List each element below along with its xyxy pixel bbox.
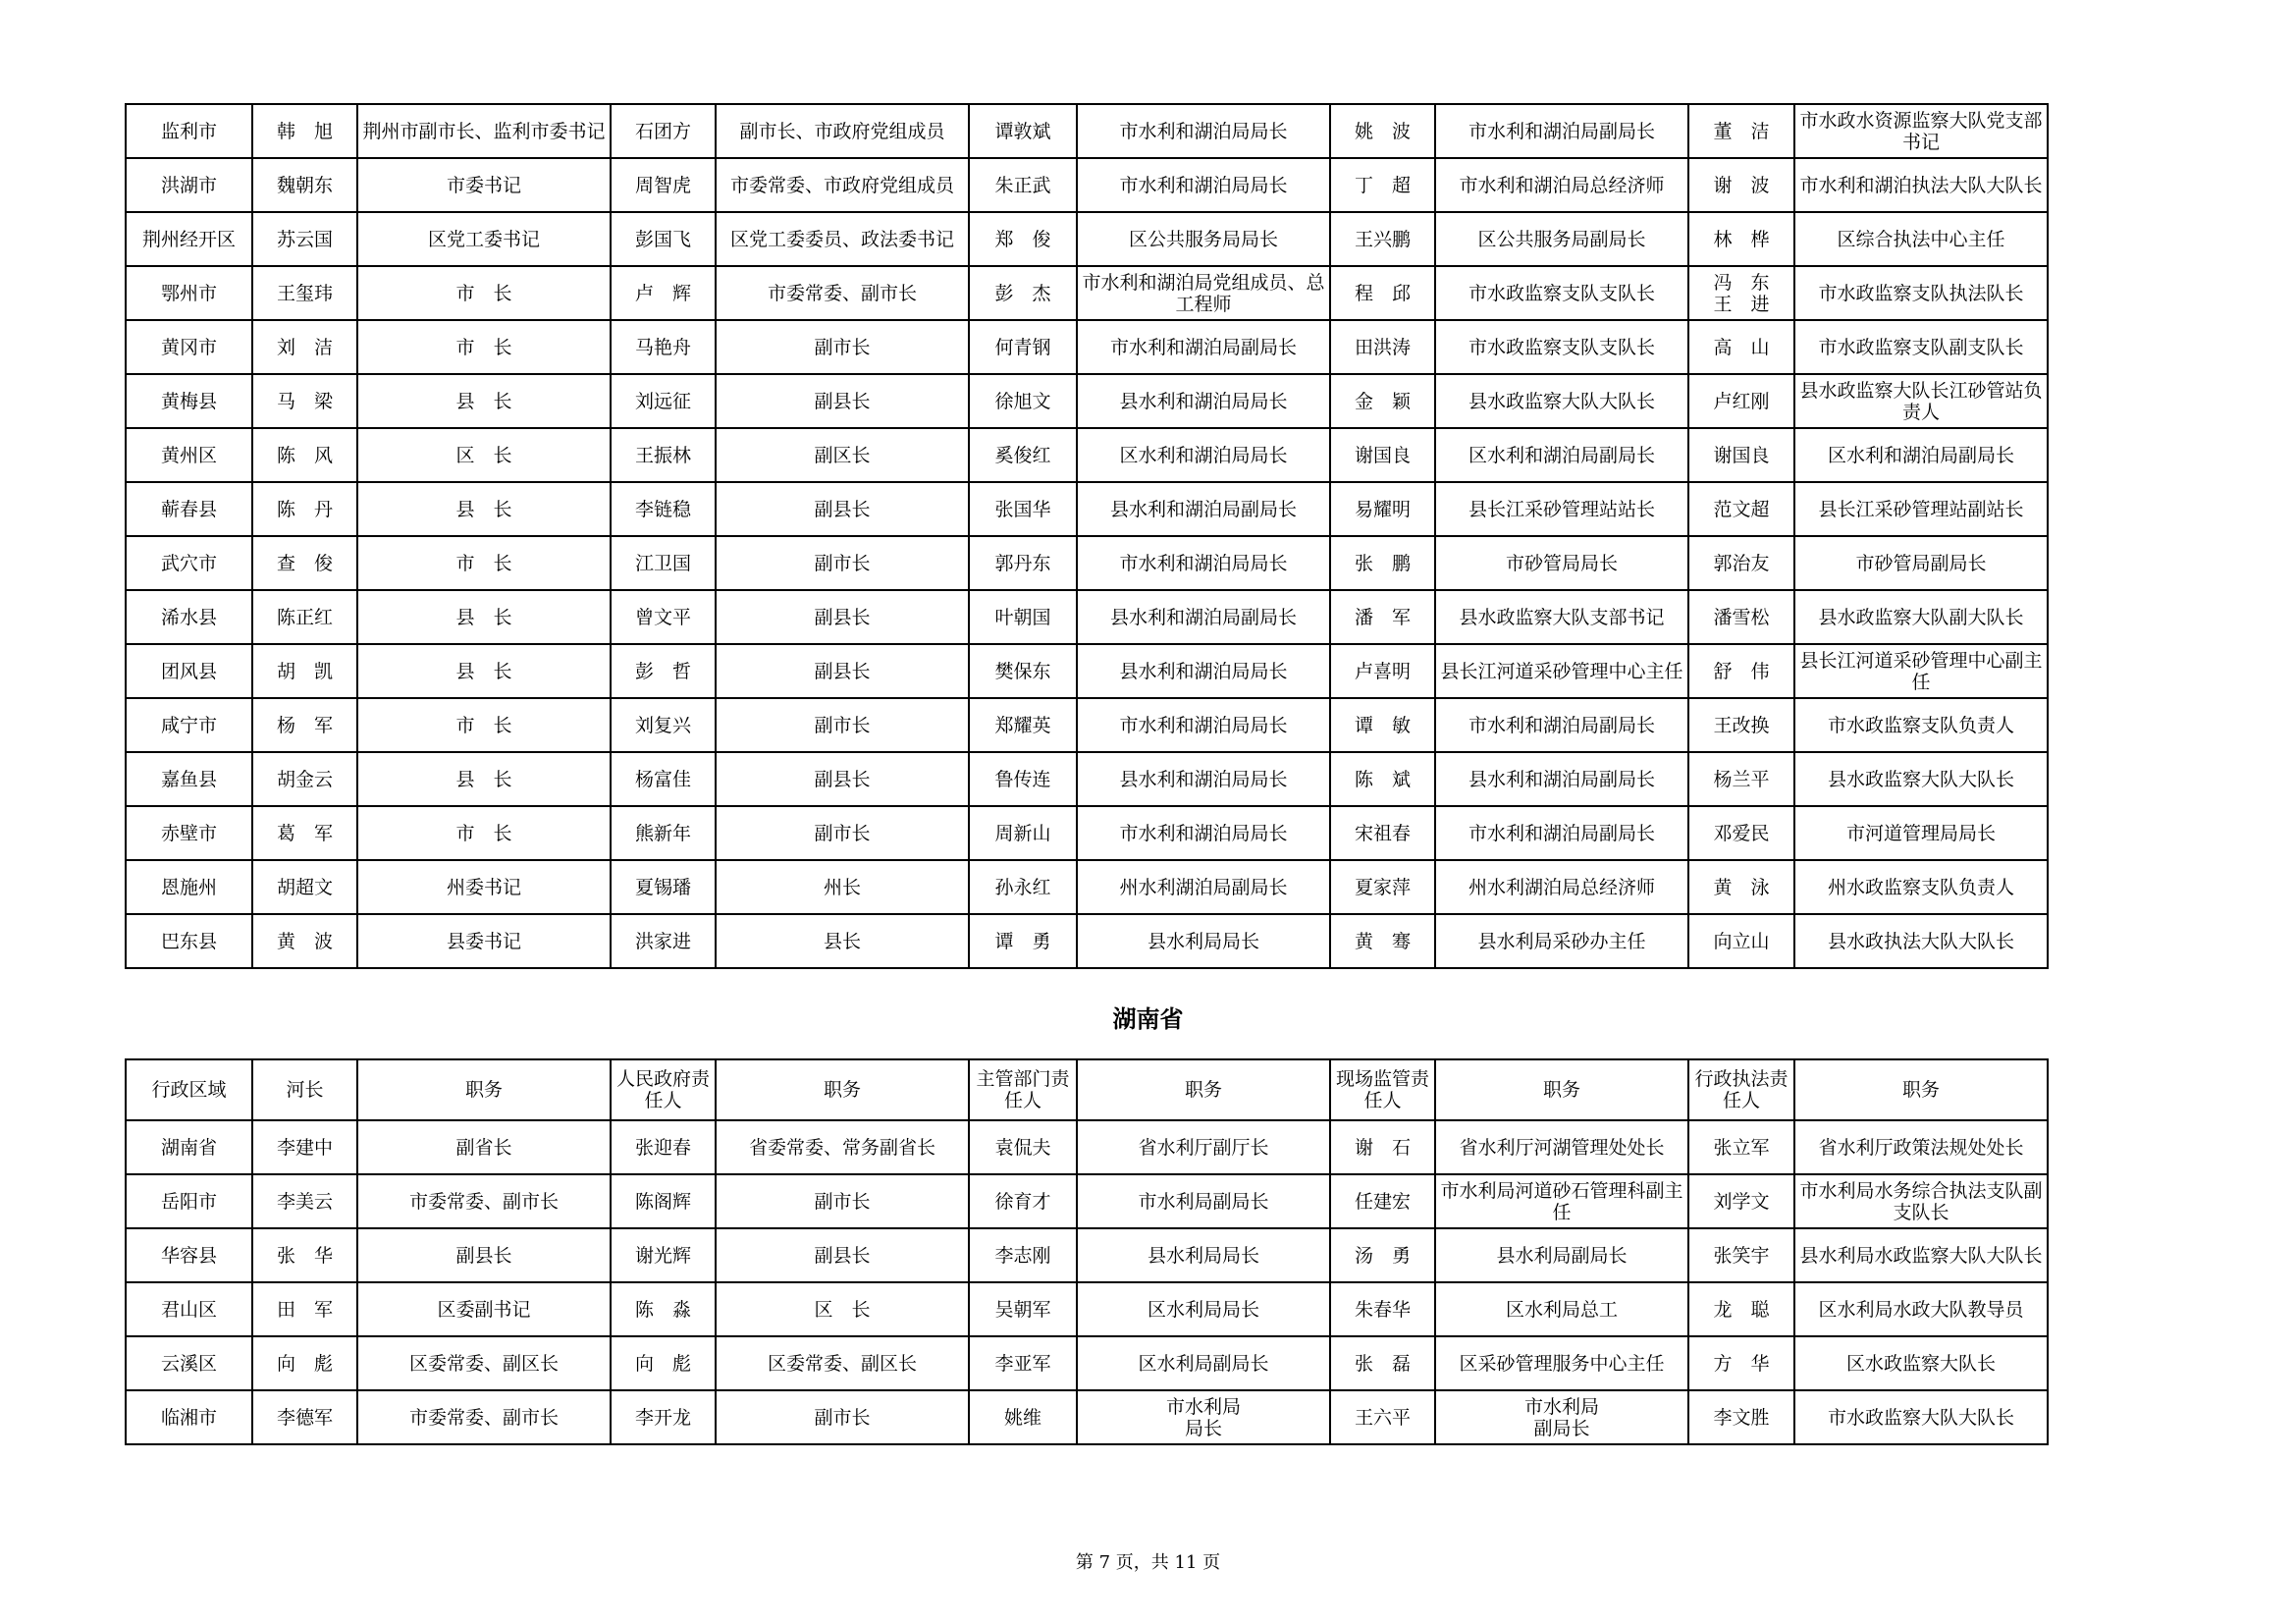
table-row [126, 806, 2048, 860]
table-cell: 省委常委、常务副省长 [716, 1120, 969, 1174]
table-cell: 市委常委、市政府党组成员 [716, 158, 969, 212]
table-cell: 樊保东 [969, 644, 1077, 698]
table-cell: 市水政监察支队支队长 [1435, 266, 1688, 320]
table-cell: 黄 骞 [1330, 914, 1435, 968]
table-cell: 朱春华 [1330, 1282, 1435, 1336]
table-cell: 姚 波 [1330, 104, 1435, 158]
table-cell: 省水利厅河湖管理处处长 [1435, 1120, 1688, 1174]
river-chief-table-hunan [125, 1058, 2049, 1445]
table-cell: 向 彪 [611, 1336, 716, 1390]
table-cell: 刘远征 [611, 374, 716, 428]
table-cell: 市 长 [357, 320, 611, 374]
table-cell: 龙 聪 [1688, 1282, 1794, 1336]
table-cell: 云溪区 [126, 1336, 252, 1390]
table-cell: 朱正武 [969, 158, 1077, 212]
table-cell: 武穴市 [126, 536, 252, 590]
table-cell: 县水利局水政监察大队大队长 [1794, 1228, 2048, 1282]
table-cell: 谢国良 [1330, 428, 1435, 482]
table-cell: 袁侃夫 [969, 1120, 1077, 1174]
table-cell: 副县长 [716, 482, 969, 536]
table-cell: 区党工委委员、政法委书记 [716, 212, 969, 266]
table-cell: 杨兰平 [1688, 752, 1794, 806]
table-cell: 县长江河道采砂管理中心主任 [1435, 644, 1688, 698]
table-row [126, 482, 2048, 536]
table-cell: 彭 哲 [611, 644, 716, 698]
table-cell: 鄂州市 [126, 266, 252, 320]
table-cell: 市水利和湖泊局局长 [1077, 536, 1330, 590]
table-cell: 县长江采砂管理站副站长 [1794, 482, 2048, 536]
table-cell: 市水利和湖泊局副局长 [1435, 698, 1688, 752]
table-cell: 市水利和湖泊局副局长 [1077, 320, 1330, 374]
table-cell: 林 桦 [1688, 212, 1794, 266]
table-cell: 徐育才 [969, 1174, 1077, 1228]
table-cell: 陈 丹 [252, 482, 357, 536]
table-cell: 县水利和湖泊局局长 [1077, 752, 1330, 806]
table-cell: 区采砂管理服务中心主任 [1435, 1336, 1688, 1390]
table-cell: 王六平 [1330, 1390, 1435, 1444]
table-cell: 监利市 [126, 104, 252, 158]
table-body [126, 104, 2048, 968]
table-cell: 区水利局水政大队教导员 [1794, 1282, 2048, 1336]
table-cell: 王振林 [611, 428, 716, 482]
table-cell: 魏朝东 [252, 158, 357, 212]
table-cell: 县水利和湖泊局局长 [1077, 374, 1330, 428]
table-cell: 黄州区 [126, 428, 252, 482]
table-cell: 李亚军 [969, 1336, 1077, 1390]
table-cell: 县水利和湖泊局副局长 [1077, 482, 1330, 536]
table-cell: 县水利和湖泊局局长 [1077, 644, 1330, 698]
table-cell: 王玺玮 [252, 266, 357, 320]
table-cell: 张国华 [969, 482, 1077, 536]
table-cell: 州委书记 [357, 860, 611, 914]
table-row [126, 104, 2048, 158]
table-cell: 区水利和湖泊局副局长 [1435, 428, 1688, 482]
table-cell: 夏家萍 [1330, 860, 1435, 914]
table-cell: 金 颖 [1330, 374, 1435, 428]
table-cell: 市水利局河道砂石管理科副主任 [1435, 1174, 1688, 1228]
table-cell: 副区长 [716, 428, 969, 482]
table-body [126, 1120, 2048, 1444]
table-cell: 副省长 [357, 1120, 611, 1174]
table-cell: 区委常委、副区长 [357, 1336, 611, 1390]
table-cell: 查 俊 [252, 536, 357, 590]
table-row [126, 644, 2048, 698]
table-cell: 市水利和湖泊局党组成员、总工程师 [1077, 266, 1330, 320]
table-row [126, 1336, 2048, 1390]
table-cell: 高 山 [1688, 320, 1794, 374]
table-cell: 副市长 [716, 1174, 969, 1228]
table-cell: 谢 波 [1688, 158, 1794, 212]
table-cell: 县水利局局长 [1077, 1228, 1330, 1282]
table-cell: 舒 伟 [1688, 644, 1794, 698]
table-cell: 州水利湖泊局总经济师 [1435, 860, 1688, 914]
table-cell: 市水政监察支队执法队长 [1794, 266, 2048, 320]
table-cell: 石团方 [611, 104, 716, 158]
table-row [126, 914, 2048, 968]
table-cell: 杨富佳 [611, 752, 716, 806]
table-cell: 市砂管局副局长 [1794, 536, 2048, 590]
table-cell: 市水利局 副局长 [1435, 1390, 1688, 1444]
table-cell: 洪家进 [611, 914, 716, 968]
table-cell: 副县长 [716, 590, 969, 644]
table-cell: 恩施州 [126, 860, 252, 914]
table-cell: 市水利局副局长 [1077, 1174, 1330, 1228]
table-cell: 彭国飞 [611, 212, 716, 266]
table-cell: 州长 [716, 860, 969, 914]
table-cell: 周新山 [969, 806, 1077, 860]
table-cell: 县委书记 [357, 914, 611, 968]
table-cell: 区综合执法中心主任 [1794, 212, 2048, 266]
table-cell: 王改换 [1688, 698, 1794, 752]
table-cell: 李链稳 [611, 482, 716, 536]
table-cell: 县 长 [357, 482, 611, 536]
table-cell: 县 长 [357, 590, 611, 644]
table-cell: 巴东县 [126, 914, 252, 968]
table-cell: 副县长 [357, 1228, 611, 1282]
table-cell: 刘学文 [1688, 1174, 1794, 1228]
table-cell: 卢红刚 [1688, 374, 1794, 428]
table-cell: 田 军 [252, 1282, 357, 1336]
table-cell: 李德军 [252, 1390, 357, 1444]
table-cell: 县长江河道采砂管理中心副主任 [1794, 644, 2048, 698]
table-cell: 市水政监察支队支队长 [1435, 320, 1688, 374]
table-cell: 县水政监察大队支部书记 [1435, 590, 1688, 644]
table-cell: 副县长 [716, 374, 969, 428]
table-cell: 副县长 [716, 644, 969, 698]
table-row [126, 536, 2048, 590]
table-cell: 黄 泳 [1688, 860, 1794, 914]
table-cell: 县水政监察大队大队长 [1435, 374, 1688, 428]
table-cell: 市河道管理局局长 [1794, 806, 2048, 860]
table-cell: 陈 风 [252, 428, 357, 482]
table-cell: 刘复兴 [611, 698, 716, 752]
section-heading: 湖南省 [1112, 1005, 1184, 1033]
table-cell: 马艳舟 [611, 320, 716, 374]
table-cell: 区党工委书记 [357, 212, 611, 266]
table-row [126, 374, 2048, 428]
table-cell: 州水利湖泊局副局长 [1077, 860, 1330, 914]
table-cell: 李开龙 [611, 1390, 716, 1444]
table-cell: 县长 [716, 914, 969, 968]
table-cell: 区 长 [357, 428, 611, 482]
table-cell: 范文超 [1688, 482, 1794, 536]
table-cell: 丁 超 [1330, 158, 1435, 212]
table-cell: 咸宁市 [126, 698, 252, 752]
table-cell: 李建中 [252, 1120, 357, 1174]
table-cell: 赤壁市 [126, 806, 252, 860]
table-cell: 区水利和湖泊局局长 [1077, 428, 1330, 482]
table-cell: 市水利局水务综合执法支队副支队长 [1794, 1174, 2048, 1228]
table-cell: 市砂管局局长 [1435, 536, 1688, 590]
table-cell: 市水政监察支队负责人 [1794, 698, 2048, 752]
table-cell: 区水利和湖泊局副局长 [1794, 428, 2048, 482]
table-cell: 市水政水资源监察大队党支部书记 [1794, 104, 2048, 158]
table-cell: 任建宏 [1330, 1174, 1435, 1228]
table-cell: 县水利局副局长 [1435, 1228, 1688, 1282]
table-cell: 市水政监察大队大队长 [1794, 1390, 2048, 1444]
table-header-row [126, 1059, 2048, 1120]
table-row [126, 698, 2048, 752]
table-cell: 奚俊红 [969, 428, 1077, 482]
table-cell: 副县长 [716, 1228, 969, 1282]
table-cell: 冯 东 王 进 [1688, 266, 1794, 320]
table-cell: 姚维 [969, 1390, 1077, 1444]
table-cell: 市水利和湖泊局局长 [1077, 104, 1330, 158]
column-header: 职务 [1794, 1059, 2048, 1120]
table-cell: 卢喜明 [1330, 644, 1435, 698]
table-row [126, 1282, 2048, 1336]
table-cell: 谢光辉 [611, 1228, 716, 1282]
table-row [126, 212, 2048, 266]
table-cell: 马 梁 [252, 374, 357, 428]
table-cell: 潘雪松 [1688, 590, 1794, 644]
table-cell: 县水利局采砂办主任 [1435, 914, 1688, 968]
table-cell: 市委常委、副市长 [716, 266, 969, 320]
table-cell: 湖南省 [126, 1120, 252, 1174]
column-header: 职务 [357, 1059, 611, 1120]
table-cell: 县水政监察大队长江砂管站负责人 [1794, 374, 2048, 428]
table-cell: 州水政监察支队负责人 [1794, 860, 2048, 914]
table-cell: 区水利局局长 [1077, 1282, 1330, 1336]
table-cell: 李美云 [252, 1174, 357, 1228]
table-cell: 市 长 [357, 266, 611, 320]
table-cell: 副县长 [716, 752, 969, 806]
table-cell: 市水利和湖泊局总经济师 [1435, 158, 1688, 212]
table-cell: 宋祖春 [1330, 806, 1435, 860]
table-cell: 岳阳市 [126, 1174, 252, 1228]
table-cell: 张 磊 [1330, 1336, 1435, 1390]
table-cell: 市委书记 [357, 158, 611, 212]
table-cell: 县水利局局长 [1077, 914, 1330, 968]
table-row [126, 158, 2048, 212]
table-cell: 市 长 [357, 536, 611, 590]
table-cell: 县水政执法大队大队长 [1794, 914, 2048, 968]
table-cell: 谢 石 [1330, 1120, 1435, 1174]
table-cell: 县长江采砂管理站站长 [1435, 482, 1688, 536]
table-cell: 区水利局副局长 [1077, 1336, 1330, 1390]
table-cell: 洪湖市 [126, 158, 252, 212]
table-cell: 县水利和湖泊局副局长 [1435, 752, 1688, 806]
table-cell: 何青钢 [969, 320, 1077, 374]
table-cell: 市 长 [357, 806, 611, 860]
column-header: 河长 [252, 1059, 357, 1120]
table-cell: 市水利和湖泊局副局长 [1435, 104, 1688, 158]
table-cell: 区水利局总工 [1435, 1282, 1688, 1336]
table-cell: 副市长 [716, 1390, 969, 1444]
table-cell: 胡金云 [252, 752, 357, 806]
table-cell: 市水利和湖泊局局长 [1077, 158, 1330, 212]
table-cell: 市 长 [357, 698, 611, 752]
table-cell: 浠水县 [126, 590, 252, 644]
table-cell: 鲁传连 [969, 752, 1077, 806]
page-footer: 第 7 页，共 11 页 [1075, 1552, 1221, 1573]
table-row [126, 752, 2048, 806]
table-row [126, 1120, 2048, 1174]
table-cell: 黄梅县 [126, 374, 252, 428]
column-header: 人民政府责任人 [611, 1059, 716, 1120]
table-cell: 邓爱民 [1688, 806, 1794, 860]
table-cell: 郑 俊 [969, 212, 1077, 266]
table-cell: 蕲春县 [126, 482, 252, 536]
table-cell: 县 长 [357, 752, 611, 806]
column-header: 职务 [716, 1059, 969, 1120]
table-row [126, 590, 2048, 644]
table-cell: 市水政监察支队副支队长 [1794, 320, 2048, 374]
table-cell: 胡超文 [252, 860, 357, 914]
table-cell: 郭治友 [1688, 536, 1794, 590]
table-cell: 向 彪 [252, 1336, 357, 1390]
table-cell: 县 长 [357, 644, 611, 698]
table-cell: 副市长、市政府党组成员 [716, 104, 969, 158]
river-chief-table-hubei [125, 103, 2049, 969]
table-cell: 程 邱 [1330, 266, 1435, 320]
table-cell: 县 长 [357, 374, 611, 428]
table-row [126, 428, 2048, 482]
table-cell: 市水利和湖泊局局长 [1077, 698, 1330, 752]
table-cell: 夏锡璠 [611, 860, 716, 914]
table-cell: 易耀明 [1330, 482, 1435, 536]
table-cell: 汤 勇 [1330, 1228, 1435, 1282]
table-cell: 王兴鹏 [1330, 212, 1435, 266]
table-cell: 董 洁 [1688, 104, 1794, 158]
table-cell: 省水利厅副厅长 [1077, 1120, 1330, 1174]
table-cell: 副市长 [716, 806, 969, 860]
table-cell: 市水利局 局长 [1077, 1390, 1330, 1444]
table-cell: 曾文平 [611, 590, 716, 644]
table-cell: 向立山 [1688, 914, 1794, 968]
column-header: 主管部门责任人 [969, 1059, 1077, 1120]
column-header: 行政执法责任人 [1688, 1059, 1794, 1120]
table-cell: 吴朝军 [969, 1282, 1077, 1336]
table-cell: 葛 军 [252, 806, 357, 860]
table-cell: 郑耀英 [969, 698, 1077, 752]
table-cell: 周智虎 [611, 158, 716, 212]
table-cell: 黄 波 [252, 914, 357, 968]
table-cell: 副市长 [716, 698, 969, 752]
table-cell: 市委常委、副市长 [357, 1174, 611, 1228]
table-cell: 卢 辉 [611, 266, 716, 320]
table-cell: 省水利厅政策法规处处长 [1794, 1120, 2048, 1174]
table-cell: 谭 敏 [1330, 698, 1435, 752]
table-row [126, 1174, 2048, 1228]
table-cell: 区公共服务局副局长 [1435, 212, 1688, 266]
table-cell: 县水政监察大队大队长 [1794, 752, 2048, 806]
column-header: 行政区域 [126, 1059, 252, 1120]
table-cell: 田洪涛 [1330, 320, 1435, 374]
table-cell: 区水政监察大队长 [1794, 1336, 2048, 1390]
column-header: 职务 [1435, 1059, 1688, 1120]
table-cell: 华容县 [126, 1228, 252, 1282]
table-cell: 张 鹏 [1330, 536, 1435, 590]
table-cell: 谭 勇 [969, 914, 1077, 968]
table-cell: 副市长 [716, 320, 969, 374]
table-cell: 谭敦斌 [969, 104, 1077, 158]
table-cell: 陈正红 [252, 590, 357, 644]
table-cell: 李文胜 [1688, 1390, 1794, 1444]
table-cell: 杨 军 [252, 698, 357, 752]
table-cell: 陈 淼 [611, 1282, 716, 1336]
table-cell: 君山区 [126, 1282, 252, 1336]
table-cell: 县水政监察大队副大队长 [1794, 590, 2048, 644]
table-cell: 张迎春 [611, 1120, 716, 1174]
table-row [126, 266, 2048, 320]
table-cell: 嘉鱼县 [126, 752, 252, 806]
table-cell: 张 华 [252, 1228, 357, 1282]
table-cell: 黄冈市 [126, 320, 252, 374]
table-cell: 陈阁辉 [611, 1174, 716, 1228]
table-row [126, 1390, 2048, 1444]
table-cell: 市委常委、副市长 [357, 1390, 611, 1444]
table-cell: 荆州经开区 [126, 212, 252, 266]
table-cell: 孙永红 [969, 860, 1077, 914]
table-row [126, 1228, 2048, 1282]
column-header: 现场监管责任人 [1330, 1059, 1435, 1120]
table-cell: 区公共服务局局长 [1077, 212, 1330, 266]
table-cell: 谢国良 [1688, 428, 1794, 482]
table-cell: 徐旭文 [969, 374, 1077, 428]
table-cell: 市水利和湖泊局副局长 [1435, 806, 1688, 860]
table-cell: 刘 洁 [252, 320, 357, 374]
table-cell: 彭 杰 [969, 266, 1077, 320]
table-cell: 陈 斌 [1330, 752, 1435, 806]
table-cell: 副市长 [716, 536, 969, 590]
table-cell: 张笑宇 [1688, 1228, 1794, 1282]
table-cell: 方 华 [1688, 1336, 1794, 1390]
column-header: 职务 [1077, 1059, 1330, 1120]
table-cell: 张立军 [1688, 1120, 1794, 1174]
table-cell: 熊新年 [611, 806, 716, 860]
table-cell: 区委常委、副区长 [716, 1336, 969, 1390]
table-cell: 市水利和湖泊执法大队大队长 [1794, 158, 2048, 212]
table-row [126, 320, 2048, 374]
table-cell: 潘 军 [1330, 590, 1435, 644]
table-cell: 李志刚 [969, 1228, 1077, 1282]
table-cell: 苏云国 [252, 212, 357, 266]
table-cell: 江卫国 [611, 536, 716, 590]
table-cell: 团风县 [126, 644, 252, 698]
table-cell: 县水利和湖泊局副局长 [1077, 590, 1330, 644]
table-cell: 区 长 [716, 1282, 969, 1336]
table-cell: 荆州市副市长、监利市委书记 [357, 104, 611, 158]
table-cell: 区委副书记 [357, 1282, 611, 1336]
table-cell: 郭丹东 [969, 536, 1077, 590]
table-row [126, 860, 2048, 914]
table-cell: 韩 旭 [252, 104, 357, 158]
table-cell: 临湘市 [126, 1390, 252, 1444]
table-cell: 叶朝国 [969, 590, 1077, 644]
table-cell: 胡 凯 [252, 644, 357, 698]
table-cell: 市水利和湖泊局局长 [1077, 806, 1330, 860]
